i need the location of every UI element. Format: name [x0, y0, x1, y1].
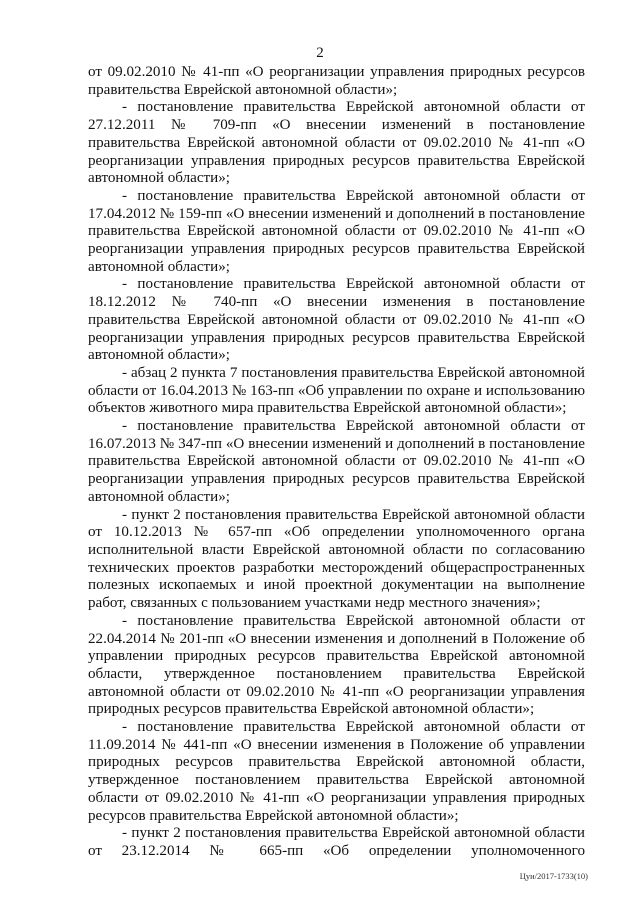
document-body [88, 64, 585, 861]
list-item-resolution-709: - постановление правительства Еврейской автономной области от 27.12.2011 № 709-пп «О внесении изменений в постановление правительства Еврейской автономной области от 09.02.2010 № 41-пп «О реорганизации управления природных ресурсов правительства Еврейской автономной области»; [88, 99, 585, 187]
list-item-resolution-665: - пункт 2 постановления правительства Еврейской автономной области от 23.12.2014 № 665-пп «Об определении уполномоченного [88, 825, 585, 859]
page-number: 2 [316, 45, 324, 61]
list-item-resolution-159: - постановление правительства Еврейской автономной области от 17.04.2012 № 159-пп «О внесении изменений и дополнений в постановление правительства Еврейской автономной области от 09.02.2010 № 41-пп «О реорганизации управления природных ресурсов правительства Еврейской автономной области»; [88, 187, 585, 275]
list-item-resolution-740: - постановление правительства Еврейской автономной области от 18.12.2012 № 740-пп «О внесении изменения в постановление правительства Еврейской автономной области от 09.02.2010 № 41-пп «О реорганизации управления природных ресурсов правительства Еврейской автономной области»; [88, 276, 585, 364]
document-code: Цуи/2017-1733(10) [519, 871, 588, 881]
paragraph-continuation: от 09.02.2010 № 41-пп «О реорганизации управления природных ресурсов правительства Еврейской автономной области»; [88, 64, 585, 98]
list-item-resolution-441: - постановление правительства Еврейской автономной области от 11.09.2014 № 441-пп «О внесении изменения в Положение об управлении природных ресурсов правительства Еврейской автономной области, утвержденное постановлением правительства Еврейской автономной области от 09.02.2010 № 41-пп «О реорганизации управления природных ресурсов правительства Еврейской автономной области»; [88, 719, 585, 824]
list-item-resolution-163: - абзац 2 пункта 7 постановления правительства Еврейской автономной области от 16.04.2013 № 163-пп «Об управлении по охране и использованию объектов животного мира правительства Еврейской автономной области»; [88, 364, 585, 417]
list-item-resolution-657: - пункт 2 постановления правительства Еврейской автономной области от 10.12.2013 № 657-пп «Об определении уполномоченного органа исполнительной власти Еврейской автономной области по согласованию технических проектов разработки месторождений общераспространенных полезных ископаемых и иной проектной документации на выполнение работ, связанных с пользованием участками недр местного значения»; [88, 506, 585, 612]
list-item-resolution-201: - постановление правительства Еврейской автономной области от 22.04.2014 № 201-пп «О внесении изменения и дополнений в Положение об управлении природных ресурсов правительства Еврейской автономной области, утвержденное постановлением правительства Еврейской автономной области от 09.02.2010 № 41-пп «О реорганизации управления природных ресурсов правительства Еврейской автономной области»; [88, 612, 585, 718]
list-item-resolution-347: - постановление правительства Еврейской автономной области от 16.07.2013 № 347-пп «О внесении изменений и дополнений в постановление правительства Еврейской автономной области от 09.02.2010 № 41-пп «О реорганизации управления природных ресурсов правительства Еврейской автономной области»; [88, 418, 585, 505]
